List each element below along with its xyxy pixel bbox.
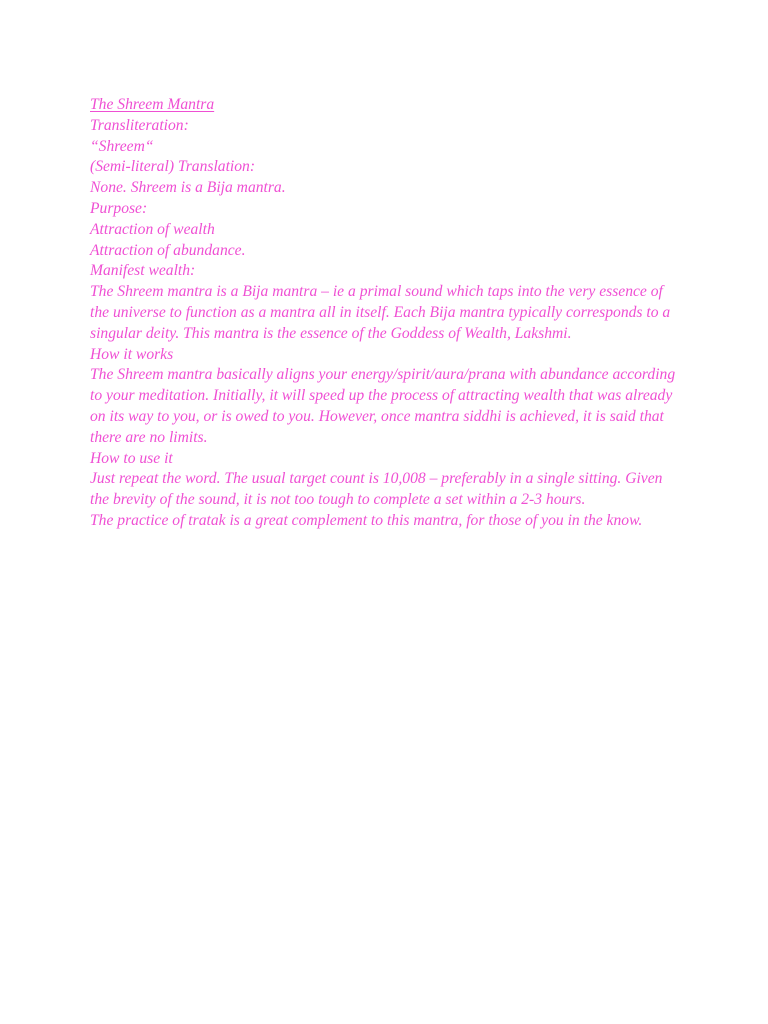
translation-label: (Semi-literal) Translation: xyxy=(90,158,256,176)
document-body xyxy=(90,95,680,532)
purpose-item: Attraction of abundance. xyxy=(90,241,246,259)
translation-text: None. Shreem is a Bija mantra. xyxy=(90,179,286,197)
transliteration-text: “Shreem“ xyxy=(90,137,154,155)
purpose-item: Attraction of wealth xyxy=(90,220,215,238)
intro-paragraph: The Shreem mantra is a Bija mantra – ie a primal sound which taps into the very essence of the universe to function as a mantra all in itself. Each Bija mantra typically corresponds to a singular deity. This mantra is the essence of the Goddess of Wealth, Lakshmi. xyxy=(90,283,671,342)
transliteration-label: Transliteration: xyxy=(90,116,189,134)
closing-paragraph: The practice of tratak is a great complement to this mantra, for those of you in the know. xyxy=(90,511,643,529)
how-it-works-paragraph: The Shreem mantra basically aligns your energy/spirit/aura/prana with abundance according to your meditation. Initially, it will speed up the process of attracting wealth that was already on its way to you, or is owed to you. However, once mantra siddhi is achieved, it is said that there are no limits. xyxy=(90,366,676,446)
purpose-item: Manifest wealth: xyxy=(90,262,196,280)
how-to-use-paragraph: Just repeat the word. The usual target count is 10,008 – preferably in a single sitting. Given the brevity of the sound, it is not too tough to complete a set within a 2-3 hours. xyxy=(90,470,663,509)
how-it-works-heading: How it works xyxy=(90,345,174,363)
how-to-use-heading: How to use it xyxy=(90,449,173,467)
document-title: The Shreem Mantra xyxy=(90,96,215,113)
purpose-label: Purpose: xyxy=(90,199,148,217)
